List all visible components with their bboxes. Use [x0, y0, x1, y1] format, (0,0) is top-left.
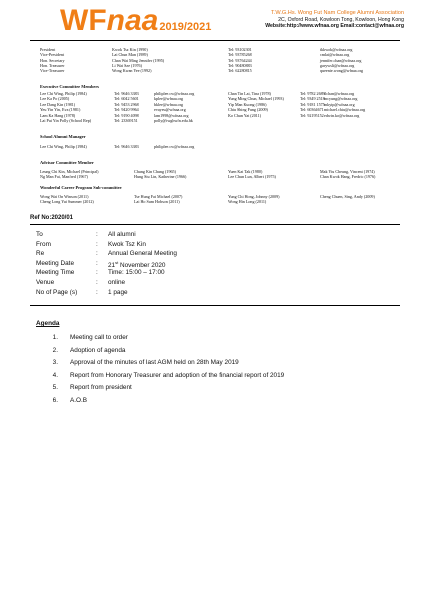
memo-row	[36, 231, 396, 240]
agenda-number: 5.	[52, 384, 58, 392]
memo-label: Meeting Time	[36, 269, 75, 277]
member-email: tlchan@wfnaa.org	[324, 91, 355, 96]
memo-label: Re	[36, 250, 45, 258]
agenda-number: 3.	[52, 359, 58, 367]
member-tel: Tel: 23369151	[114, 118, 138, 123]
memo-colon: :	[96, 279, 98, 286]
ref-number: Ref No:2020/01	[30, 215, 74, 221]
agenda-number: 6.	[52, 397, 58, 404]
agenda-number: 4.	[52, 371, 58, 379]
member-tel: Tel: 9190 4098	[114, 112, 139, 118]
officer-role: Hon. Secretary	[40, 57, 65, 63]
memo-row	[36, 260, 396, 269]
memo-value: Time: 15:00 – 17:00	[108, 269, 165, 277]
officer-tel: Tel: 93764244	[228, 57, 252, 63]
manager-email: philiplee.cw@wfnaa.org	[154, 144, 195, 149]
agenda-item	[48, 334, 388, 344]
career-title: Wonderful Career Program Sub-committee	[40, 185, 122, 190]
advisor-name: Mak Yiu Cheung, Vincent (1974)	[320, 169, 375, 174]
memo-colon: :	[96, 269, 98, 277]
memo-value: All alumni	[108, 231, 136, 238]
memo-row	[36, 250, 396, 259]
memo-colon: :	[96, 231, 98, 238]
officer-tel: Tel: 93102301	[228, 47, 252, 52]
advisor-name: Lee Chun Lun, Albert (1975)	[228, 174, 276, 180]
association-info	[214, 10, 404, 30]
logo-wf: WF	[60, 4, 107, 37]
officer-email: queenie.wong@wfnaa.org	[320, 68, 364, 74]
agenda-number: 1.	[52, 334, 58, 341]
agenda-text: Report from president	[70, 384, 132, 392]
advisor-name: Chan Kwok Hang, Fredric (1976)	[320, 174, 376, 180]
career-member-name: Cheng Chuen, Sing, Andy (2009)	[320, 194, 375, 199]
agenda-text: Approval of the minutes of last AGM held on 28th May 2019	[70, 359, 239, 367]
member-email: edwin.ko@wfnaa.org	[324, 112, 360, 118]
officer-tel: Tel: 90480883	[228, 62, 252, 68]
career-member-name: Yung Chi Hong, Johnny (2009)	[228, 194, 280, 199]
member-name: Yeu Yin Yin, Eva (1981)	[40, 107, 81, 113]
officer-email: jennifer.chan@wfnaa.org	[320, 57, 362, 63]
memo-colon: :	[96, 240, 98, 248]
member-email: mkyip@wfnaa.org	[324, 101, 355, 107]
advisor-name: Hung Siu Lin, Katherine (1966)	[134, 174, 187, 180]
agenda-text: Meeting call to order	[70, 334, 128, 341]
member-name: Lee Ka Po (2005)	[40, 96, 70, 102]
member-name: Yip Man Kuong (1986)	[228, 101, 267, 107]
member-name: Yung Ming Chun, Michael (1993)	[228, 96, 284, 102]
member-email: lam1998@wfnaa.org	[154, 112, 189, 118]
member-name: Chiu Shing Fung (2009)	[228, 107, 268, 113]
advisor-name: Ng Man Fai, Manfred (1967)	[40, 174, 88, 180]
member-tel: Tel: 9349 2518	[300, 96, 325, 102]
officer-tel: Tel: 62280815	[228, 68, 252, 74]
memo-row	[36, 269, 396, 278]
manager-tel: Tel: 9646 3383	[114, 144, 139, 149]
school-manager-title: School Alumni Manager	[40, 134, 86, 139]
member-tel: Tel: 92195152	[300, 112, 324, 118]
member-tel: Tel: 9181 1575	[300, 101, 325, 107]
officer-name: Li Wai Sze (1976)	[112, 62, 142, 68]
member-tel: Tel: 6042 5601	[114, 96, 139, 102]
member-email: philiplee.cw@wfnaa.org	[154, 91, 195, 96]
memo-colon: :	[96, 250, 98, 258]
officer-role: Vice-President	[40, 52, 65, 58]
member-name: Ko Chun Yat (2011)	[228, 112, 262, 118]
memo-label: From	[36, 240, 51, 248]
agenda-text: A.O.B	[70, 397, 88, 404]
member-email: evayeu@wfnaa.org	[154, 107, 186, 113]
officer-role: Hon. Treasurer	[40, 62, 65, 68]
officer-name: Chan Wai Ming Jennifer (1995)	[112, 57, 165, 63]
officer-email: tkkwok@wfnaa.org	[320, 47, 353, 52]
memo-value: Annual General Meeting	[108, 250, 177, 258]
agenda-text: Report from Honorary Treasurer and adoption of the financial report of 2019	[70, 371, 285, 379]
advisor-name: Chung Kin Chung (1965)	[134, 169, 176, 174]
officer-name: Wong Kwan Yee (1992)	[112, 68, 152, 74]
member-name: Lai Pui Yin Polly (School Rep)	[40, 118, 92, 123]
member-email: bklee@wfnaa.org	[154, 101, 184, 107]
memo-label: Venue	[36, 279, 55, 286]
memo-row	[36, 279, 396, 288]
career-member-name: Lai Ho Sum Hobson (2011)	[134, 199, 180, 205]
exec-title: Executive Committee Members	[40, 84, 100, 89]
officer-email: cmlai@wfnaa.org	[320, 52, 350, 58]
member-tel: Tel: 60364671	[300, 107, 324, 113]
agenda-item	[48, 359, 388, 369]
agenda-item	[48, 372, 388, 382]
agenda-item	[48, 397, 388, 407]
memo-label: Meeting Date	[36, 259, 75, 267]
association-name: T.W.G.Hs. Wong Fut Nam College Alumni Association	[271, 10, 404, 16]
memo-value: online	[108, 279, 126, 286]
member-email: michael.chiu@wfnaa.org	[324, 107, 366, 113]
member-name: Lee Chi Wing, Philip (1984)	[40, 91, 87, 96]
memo-label: To	[36, 231, 43, 238]
memo-colon: :	[96, 259, 98, 267]
agenda-title: Agenda	[36, 320, 60, 327]
memo-colon: :	[96, 288, 98, 296]
career-member-name: Wong Wai On Winson (2011)	[40, 194, 89, 199]
memo-label: No of Page (s)	[36, 288, 78, 296]
officer-email: garywsli@wfnaa.org	[320, 62, 355, 68]
agenda-item	[48, 347, 388, 357]
member-tel: Tel: 9782 2689	[300, 91, 325, 96]
memo-value: Kwok Tsz Kin	[108, 240, 146, 248]
advisor-name: Leung Chi Kin, Michael (Principal)	[40, 169, 99, 174]
agenda-number: 2.	[52, 346, 58, 354]
member-email: polly@twghwfn.edu.hk	[154, 118, 193, 123]
memo-row	[36, 289, 396, 298]
manager-name: Lee Chi Wing, Philip (1984)	[40, 144, 87, 149]
memo-value: 21st November 2020	[108, 259, 166, 269]
advisor-name: Yuen Kai Tak (1980)	[228, 169, 263, 174]
association-address: 2C, Oxford Road, Kowloon Tong, Kowloon, Hong Kong	[278, 16, 404, 23]
agenda-text: Adoption of agenda	[70, 346, 126, 354]
agenda-item	[48, 384, 388, 394]
advisor-title: Advisor Committee Member	[40, 160, 94, 165]
officer-name: Kwok Tsz Kin (1990)	[112, 47, 148, 52]
member-tel: Tel: 9420 9964	[114, 107, 139, 113]
association-contact: Website:http://www.wfnaa.org Email:contact@wfnaa.org	[265, 23, 404, 30]
member-name: Lee Dang Kin (1981)	[40, 101, 76, 107]
member-email: kplee@wfnaa.org	[154, 96, 184, 102]
logo-year: 2019/2021	[159, 21, 212, 33]
wfnaa-logo	[60, 6, 211, 42]
member-tel: Tel: 9646 3383	[114, 91, 139, 96]
header-divider	[30, 40, 400, 41]
member-name: Chan Tin Lai, Tina (1978)	[228, 91, 271, 96]
member-tel: Tel: 9453 2968	[114, 101, 139, 107]
career-member-name: Cheng Long Yui Summer (2012)	[40, 199, 94, 205]
memo-row	[36, 241, 396, 250]
member-name: Lam Ka Hang (1978)	[40, 112, 76, 118]
memo-bottom-divider	[30, 305, 400, 306]
career-member-name: Tse Hung Fai Michael (2007)	[134, 194, 183, 199]
memo-value: 1 page	[108, 288, 128, 296]
logo-naa: naa	[106, 4, 159, 37]
career-member-name: Wong Hin Long (2011)	[228, 199, 267, 205]
officer-role: President	[40, 47, 56, 52]
memo-top-divider	[30, 224, 400, 225]
officer-tel: Tel: 93785268	[228, 52, 252, 58]
officer-role: Vice-Treasurer	[40, 68, 65, 74]
officer-name: Lai Chun Man (1989)	[112, 52, 148, 58]
member-email: mcyung@wfnaa.org	[324, 96, 358, 102]
